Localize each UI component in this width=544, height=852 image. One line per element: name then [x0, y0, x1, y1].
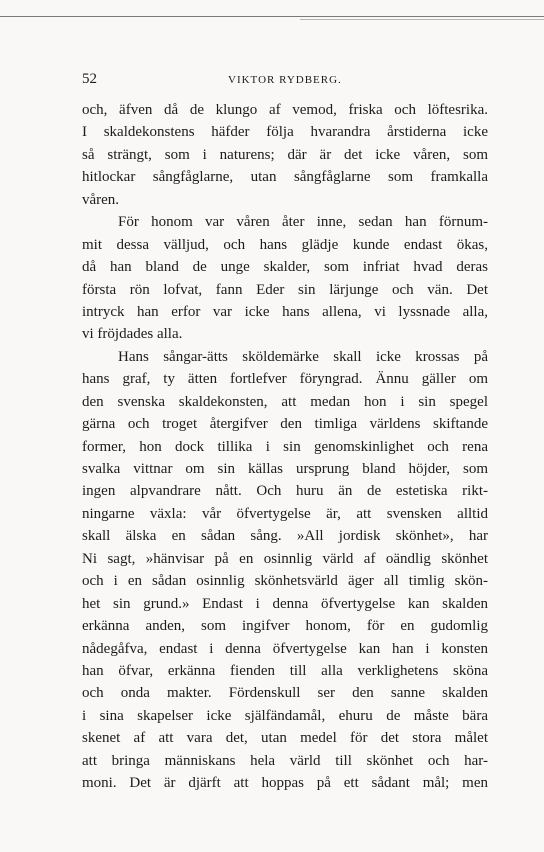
text-line: och onda makter. Fördenskull ser den sanne skalden: [82, 685, 488, 702]
text-line: och i en sådan osinnlig skönhetsvärld äger all timlig skön-: [82, 573, 488, 590]
text-line: och, äfven då de klungo af vemod, friska och löftesrika.: [82, 102, 488, 118]
text-line: så strängt, som i naturens; där är det icke våren, som: [82, 146, 488, 163]
page-number: 52: [82, 71, 97, 87]
text-line: den svenska skaldekonsten, att medan hon i sin spegel: [82, 393, 488, 410]
top-rule: [0, 16, 544, 17]
text-line: former, hon dock tillika i sin genomskinlighet och rena: [82, 438, 488, 455]
text-line: skall älska en sådan sång. »All jordisk skönhet», har: [82, 528, 488, 545]
text-line: ningarne växla: vår öfvertygelse är, att svensken alltid: [82, 505, 488, 522]
text-line: I skaldekonstens häfder följa hvarandra årstiderna icke: [82, 124, 488, 141]
text-line: het sin grund.» Endast i denna öfvertygelse kan skalden: [82, 595, 488, 612]
text-line: hitlockar sångfåglarne, utan sångfåglarne som framkalla: [82, 169, 488, 186]
text-line: hans graf, ty ätten fortlefver föryngrad. Ännu gäller om: [82, 371, 488, 388]
text-line: vi fröjdades alla.: [82, 326, 183, 343]
text-line: i sina skapelser icke själfändamål, ehuru de måste bära: [82, 707, 488, 724]
text-line: första rön lofvat, fann Eder sin lärjunge och vän. Det: [82, 281, 488, 298]
top-rule-secondary: [300, 19, 544, 20]
text-line: För honom var våren åter inne, sedan han förnum-: [118, 214, 488, 231]
text-line: nådegåfva, endast i denna öfvertygelse kan han i konsten: [82, 640, 488, 657]
running-head: VIKTOR RYDBERG.: [228, 74, 342, 86]
text-line: våren.: [82, 191, 120, 208]
text-line: erkänna anden, som ingifver honom, för en gudomlig: [82, 618, 488, 635]
text-line: Hans sångar-ätts sköldemärke skall icke krossas på: [118, 348, 488, 365]
text-line: intryck han erfor var icke hans allena, vi lyssnade alla,: [82, 303, 488, 320]
text-line: att bringa människans hela värld till skönhet och har-: [82, 752, 488, 769]
text-line: mit dessa välljud, och hans glädje kunde endast ökas,: [82, 236, 488, 253]
text-line: svalka vittnar om sin källas ursprung bland höjder, som: [82, 461, 488, 477]
text-line: Ni sagt, »hänvisar på en osinnlig värld af oändlig skönhet: [82, 550, 488, 567]
body-text: [82, 99, 488, 795]
text-line: moni. Det är djärft att hoppas på ett sådant mål; men: [82, 775, 488, 792]
text-line: gärna och troget återgifver den timliga världens skiftande: [82, 416, 488, 433]
text-line: han öfvar, erkänna fienden till alla verklighetens sköna: [82, 662, 488, 679]
text-line: då han bland de unge skalder, som infriat hvad deras: [82, 259, 488, 276]
text-line: ingen alpvandrare nått. Och huru än de estetiska rikt-: [82, 483, 488, 500]
text-line: skenet af att vara det, utan medel för det stora målet: [82, 730, 488, 747]
